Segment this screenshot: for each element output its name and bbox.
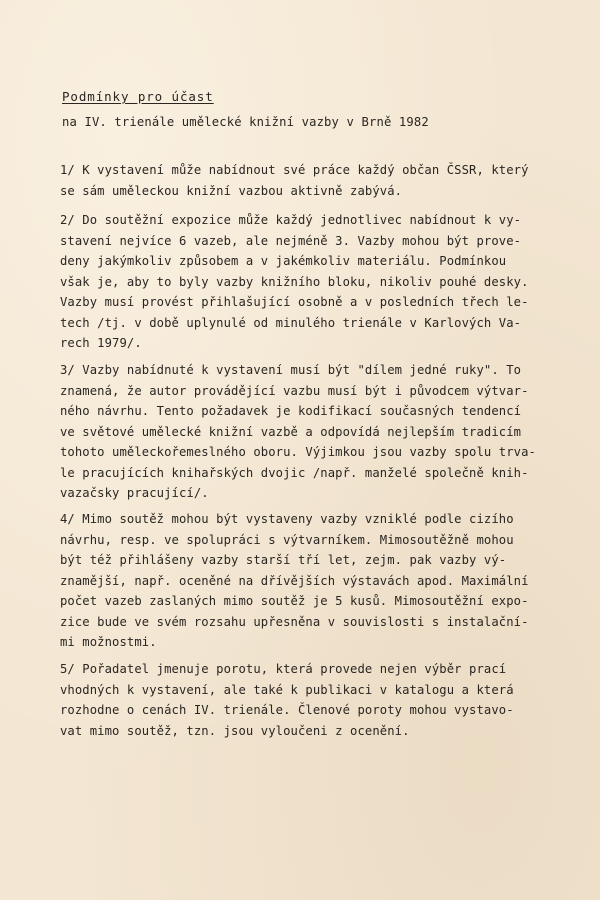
paragraph-line: být též přihlášeny vazby starší tří let, zejm. pak vazby vý- [60,553,507,567]
paragraph-line: 2/ Do soutěžní expozice může každý jednotlivec nabídnout k vy- [60,213,522,227]
paragraph-line: le pracujících knihařských dvojic /např. manželé společně knih- [60,465,529,480]
paragraph-line: ného návrhu. Tento požadavek je kodifikací současných tendencí [60,404,522,418]
paragraph-line: počet vazeb zaslaných mimo soutěž je 5 kusů. Mimosoutěžní expo- [60,594,529,608]
paragraph-line: vazačsky pracující/. [60,486,209,500]
paragraph-line: ve světové umělecké knižní vazbě a odpovídá nejlepším tradicím [60,424,522,439]
paragraph-4 [60,509,580,653]
paragraph-line: návrhu, resp. ve spolupráci s výtvarníkem. Mimosoutěžně mohou [60,532,514,547]
paragraph-line: Vazby musí provést přihlašující osobně a v posledních třech le- [60,295,529,309]
paragraph-2 [60,210,580,354]
paragraph-line: 3/ Vazby nabídnuté k vystavení musí být "dílem jedné ruky". To [60,363,522,377]
paragraph-line: znamější, např. oceněné na dřívějších výstavách apod. Maximální [60,573,529,588]
paragraph-line: zice bude ve svém rozsahu upřesněna v souvislosti s instalační- [60,614,529,629]
paragraph-line: rozhodne o cenách IV. trienále. Členové poroty mohou vystavo- [60,703,514,717]
paragraph-line: mi možnostmi. [60,635,157,649]
paragraph-line: však je, aby to byly vazby knižního bloku, nikoliv pouhé desky. [60,274,529,289]
paragraph-line: se sám uměleckou knižní vazbou aktivně zabývá. [60,183,403,198]
paragraph-5 [60,659,580,741]
paragraph-line: tech /tj. v době uplynulé od minulého trienále v Karlových Va- [60,315,522,330]
paragraph-line: vhodných k vystavení, ale také k publikaci v katalogu a která [60,682,514,697]
paragraph-line: tohoto uměleckořemeslného oboru. Výjimkou jsou vazby spolu trva- [60,445,536,459]
document-title: Podmínky pro účast [62,89,214,104]
paragraph-line: deny jakýmkoliv způsobem a v jakémkoliv materiálu. Podmínkou [60,254,507,268]
paragraph-line: znamená, že autor provádějící vazbu musí být i původcem výtvar- [60,383,529,398]
paragraph-3 [60,360,580,504]
paragraph-line: 5/ Pořadatel jmenuje porotu, která provede nejen výběr prací [60,662,507,676]
paragraph-1 [60,160,580,201]
paragraph-line: 1/ K vystavení může nabídnout své práce každý občan ČSSR, který [60,163,529,177]
document-subtitle: na IV. trienále umělecké knižní vazby v Brně 1982 [62,115,429,129]
paragraph-line: stavení nejvíce 6 vazeb, ale nejméně 3. Vazby mohou být prove- [60,233,522,248]
paragraph-line: 4/ Mimo soutěž mohou být vystaveny vazby vzniklé podle cizího [60,512,514,526]
paragraph-line: vat mimo soutěž, tzn. jsou vyloučeni z ocenění. [60,723,410,738]
paragraph-line: rech 1979/. [60,336,142,350]
